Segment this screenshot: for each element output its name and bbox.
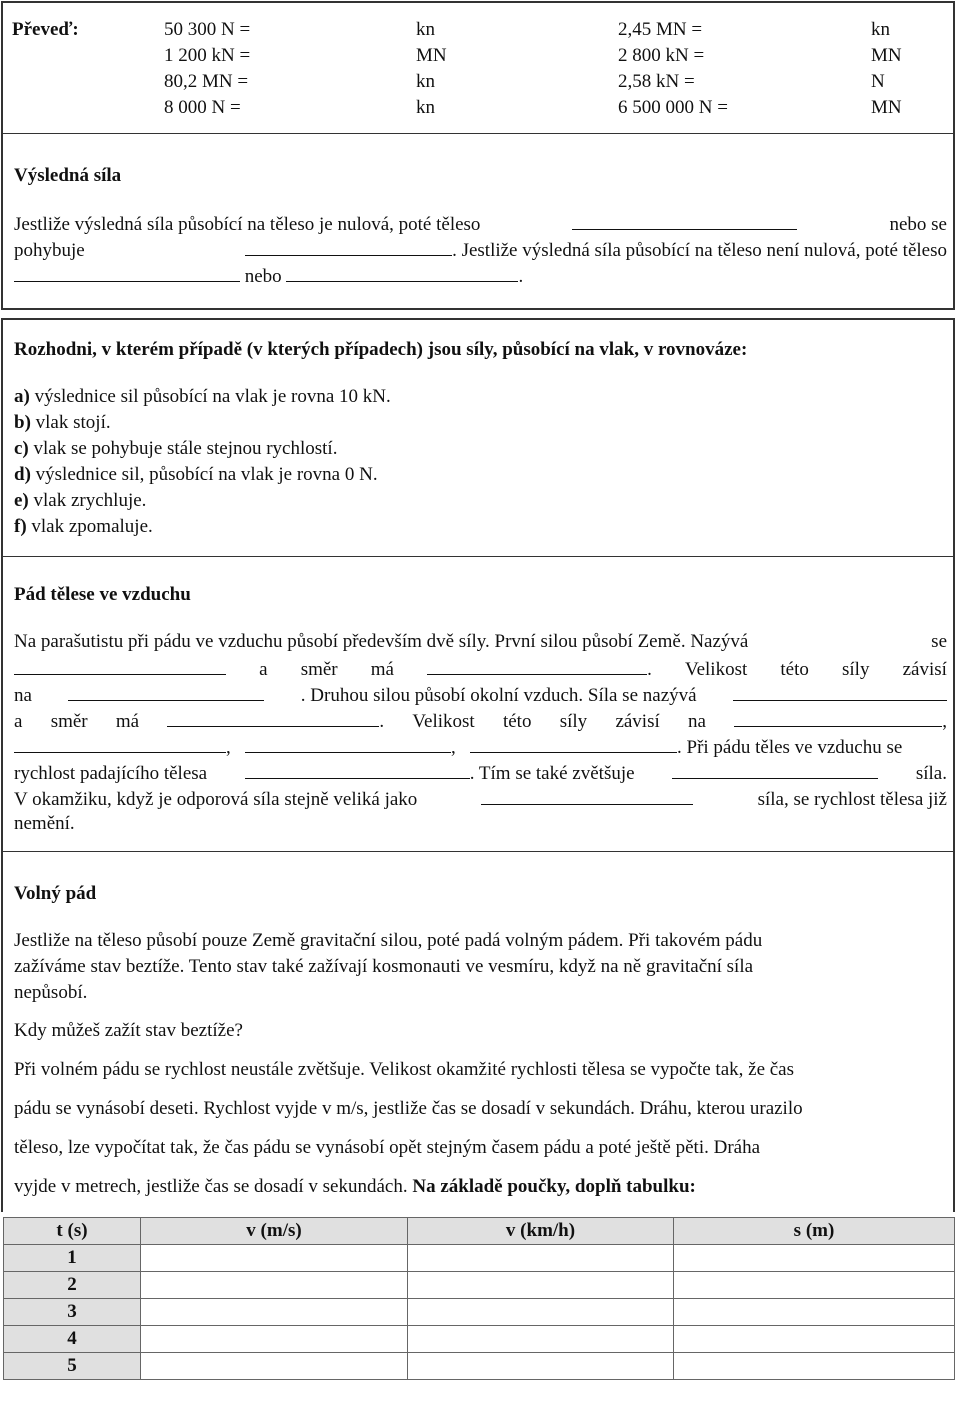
text: směr [50,711,88,732]
train-option-a: a) výslednice sil působící na vlak je rovna 10 kN. [14,386,391,407]
convert-left-unit-1: kn [416,19,435,40]
table-row [4,1272,955,1299]
header-time: t (s) [4,1218,141,1245]
text: závisí [902,659,947,680]
free-fall-question: Kdy můžeš zažít stav beztíže? [14,1020,243,1041]
header-speed-ms: v (m/s) [141,1218,408,1245]
resultant-line-2 [14,238,947,262]
answer-blank[interactable] [672,761,878,779]
answer-blank[interactable] [14,657,226,675]
fall-air-line-8: nemění. [14,813,75,834]
answer-blank[interactable] [14,735,226,753]
text: směr [300,659,338,680]
answer-blank[interactable] [286,264,518,282]
answer-cell[interactable] [408,1353,674,1380]
time-cell: 2 [4,1272,141,1299]
blank-group [427,657,652,681]
answer-blank[interactable] [733,683,947,701]
text: síla, se rychlost tělesa již [757,789,947,810]
convert-right-unit-2: MN [871,45,902,66]
text: . Druhou silou působí okolní vzduch. Síla se nazývá [300,685,697,706]
answer-blank[interactable] [734,709,942,727]
text: . [647,659,652,680]
answer-cell[interactable] [408,1299,674,1326]
train-option-d: d) výslednice sil, působící na vlak je rovna 0 N. [14,464,378,485]
text: a [14,711,23,732]
convert-left-1: 50 300 N = [164,19,251,40]
answer-cell[interactable] [408,1326,674,1353]
fall-air-line-7 [14,787,947,811]
time-cell: 5 [4,1353,141,1380]
text: této [780,659,809,680]
convert-right-1: 2,45 MN = [618,19,703,40]
convert-left-unit-2: MN [416,45,447,66]
answer-cell[interactable] [141,1353,408,1380]
text: nebo se [889,214,947,235]
answer-blank[interactable] [572,212,797,230]
text: pádu se vynásobí deseti. Rychlost vyjde v m/s, jestliže čas se dosadí v sekundách. Dráhu, kterou urazilo [14,1098,803,1119]
text: Na parašutistu při pádu ve vzduchu působí především dvě síly. První silou působí Země. Nazývá [14,631,749,652]
text: na [688,711,706,732]
answer-cell[interactable] [141,1272,408,1299]
convert-right-2: 2 800 kN = [618,45,705,66]
text: na [14,685,32,706]
answer-cell[interactable] [674,1245,955,1272]
resultant-line-3 [14,264,523,288]
blank-group [245,761,635,785]
time-cell: 4 [4,1326,141,1353]
table-row [4,1245,955,1272]
text: pohybuje [14,240,85,261]
free-fall-p1-line-1 [14,930,947,952]
answer-cell[interactable] [141,1299,408,1326]
text: síly [559,711,588,732]
convert-left-4: 8 000 N = [164,97,241,118]
blank-group [167,709,384,733]
text: má [115,711,140,732]
text: a [259,659,268,680]
fall-air-line-2 [14,657,947,681]
train-option-e: e) vlak zrychluje. [14,490,147,511]
fall-air-line-5 [14,735,947,759]
convert-right-unit-3: N [871,71,885,92]
answer-blank[interactable] [481,787,693,805]
fall-table [3,1217,955,1380]
text: Jestliže na těleso působí pouze Země gravitační silou, poté padá volným pádem. Při takovém pádu [14,930,763,951]
text: těleso, lze vypočítat tak, že čas pádu se vynásobí opět stejným časem pádu a poté ještě pěti. Dráha [14,1137,761,1158]
text: rychlost padajícího tělesa [14,763,208,784]
text: síla. [915,763,947,784]
blank-group [734,709,947,733]
answer-blank[interactable] [245,238,452,256]
answer-cell[interactable] [141,1326,408,1353]
text: této [502,711,532,732]
fall-air-title: Pád tělese ve vzduchu [14,584,191,605]
resultant-title: Výsledná síla [14,165,122,186]
convert-left-3: 80,2 MN = [164,71,249,92]
free-fall-p2-line-1 [14,1059,947,1081]
answer-cell[interactable] [408,1245,674,1272]
answer-cell[interactable] [674,1353,955,1380]
train-option-c: c) vlak se pohybuje stále stejnou rychlostí. [14,438,338,459]
text: Velikost [412,711,475,732]
free-fall-p1-line-2 [14,956,947,978]
text: závisí [615,711,660,732]
text: Velikost [684,659,748,680]
text: . [518,266,524,287]
convert-title: Převeď: [12,19,79,40]
free-fall-box [1,852,955,1212]
answer-blank[interactable] [68,683,264,701]
time-cell: 3 [4,1299,141,1326]
text: . Tím se také zvětšuje [469,763,635,784]
convert-right-unit-1: kn [871,19,890,40]
train-box [1,318,955,558]
table-row [4,1326,955,1353]
free-fall-p2-line-3 [14,1137,947,1159]
text: . Jestliže výsledná síla působící na těleso není nulová, poté těleso [452,240,947,261]
fall-air-line-6 [14,761,947,785]
text: , [942,711,947,732]
answer-cell[interactable] [674,1299,955,1326]
answer-blank[interactable] [167,709,379,727]
answer-cell[interactable] [141,1245,408,1272]
convert-right-3: 2,58 kN = [618,71,695,92]
convert-left-2: 1 200 kN = [164,45,251,66]
free-fall-p2-line-4: vyjde v metrech, jestliže čas se dosadí v sekundách. Na základě poučky, doplň tabulku: [14,1176,696,1197]
text: . Při pádu těles ve vzduchu se [677,737,903,758]
fall-air-line-3 [14,683,947,707]
table-header-row [4,1218,955,1245]
text: V okamžiku, když je odporová síla stejně veliká jako [14,789,418,810]
text: , [226,737,231,758]
answer-cell[interactable] [408,1272,674,1299]
convert-right-4: 6 500 000 N = [618,97,728,118]
header-speed-kmh: v (km/h) [408,1218,674,1245]
text: Jestliže výsledná síla působící na těleso je nulová, poté těleso [14,214,481,235]
answer-blank[interactable] [14,264,240,282]
train-option-f: f) vlak zpomaluje. [14,516,153,537]
train-question: Rozhodni, v kterém případě (v kterých případech) jsou síly, působící na vlak, v rovnováze: [14,339,748,360]
text: se [931,631,947,652]
time-cell: 1 [4,1245,141,1272]
train-option-b: b) vlak stojí. [14,412,111,433]
text: Při volném pádu se rychlost neustále zvětšuje. Velikost okamžité rychlosti tělesa se vypočte tak, že čas [14,1059,795,1080]
answer-cell[interactable] [674,1272,955,1299]
text: . [379,711,385,732]
convert-right-unit-4: MN [871,97,902,118]
text: má [370,659,394,680]
convert-left-unit-4: kn [416,97,435,118]
text: , [451,737,456,758]
answer-blank[interactable] [245,761,470,779]
resultant-line-1 [14,212,947,236]
free-fall-title: Volný pád [14,883,97,904]
free-fall-p1-line-3: nepůsobí. [14,982,88,1003]
fall-air-box [1,557,955,853]
fall-air-line-4 [14,709,947,733]
header-distance: s (m) [674,1218,955,1245]
blank-group [245,238,947,262]
text: nebo [244,266,282,287]
text: zažíváme stav beztíže. Tento stav také zažívají kosmonauti ve vesmíru, když na ně gravitační síla [14,956,754,977]
text: síly [842,659,870,680]
answer-blank[interactable] [245,735,451,753]
free-fall-p2-line-2 [14,1098,947,1120]
answer-blank[interactable] [427,657,647,675]
fall-air-line-1 [14,631,947,653]
convert-left-unit-3: kn [416,71,435,92]
convert-box [1,1,955,135]
resultant-box [1,134,955,310]
answer-cell[interactable] [674,1326,955,1353]
table-row [4,1353,955,1380]
table-row [4,1299,955,1326]
answer-blank[interactable] [470,735,677,753]
